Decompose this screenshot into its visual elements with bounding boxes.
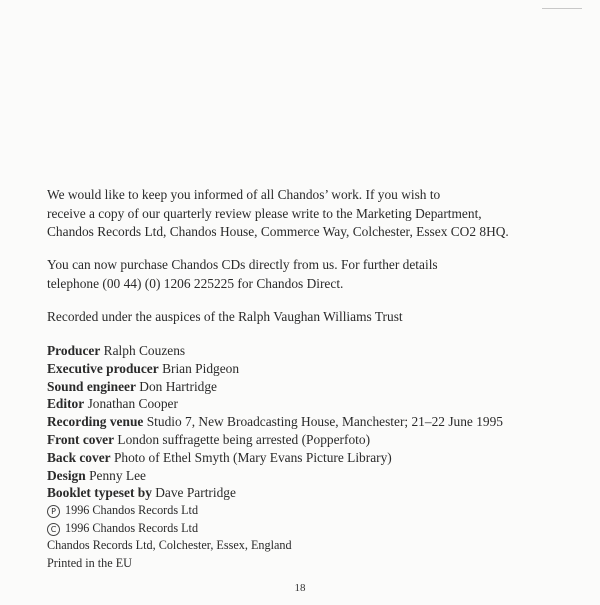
credit-role: Sound engineer — [47, 378, 136, 394]
credit-front-cover — [47, 431, 587, 449]
credit-value: Ralph Couzens — [103, 343, 186, 358]
phonogram-line — [47, 502, 587, 520]
credit-value: Don Hartridge — [139, 378, 217, 394]
purchase-line-2: telephone (00 44) (0) 1206 225225 for Chandos Direct. — [47, 275, 344, 291]
credit-recording-venue — [47, 413, 587, 431]
credits-list — [47, 342, 587, 573]
trust-note — [47, 308, 587, 327]
credit-value: Studio 7, New Broadcasting House, Manchester; 21–22 June 1995 — [146, 414, 503, 430]
credit-value: Jonathan Cooper — [87, 396, 178, 412]
credit-value: Penny Lee — [89, 467, 146, 483]
intro-line-2: receive a copy of our quarterly review please write to the Marketing Department, — [47, 205, 482, 221]
credit-value: Brian Pidgeon — [162, 360, 240, 376]
credit-value: Photo of Ethel Smyth (Mary Evans Picture Library) — [113, 449, 392, 465]
credit-role: Producer — [47, 343, 101, 358]
credit-producer — [47, 342, 587, 360]
page-number: 18 — [294, 582, 306, 594]
credit-back-cover — [47, 449, 587, 467]
address-line: Chandos Records Ltd, Colchester, Essex, England — [47, 538, 292, 553]
credit-sound-engineer — [47, 378, 587, 396]
intro-line-3: Chandos Records Ltd, Chandos House, Commerce Way, Colchester, Essex CO2 8HQ. — [47, 224, 509, 239]
credit-role: Booklet typeset by — [47, 485, 152, 501]
mailing-list-paragraph — [47, 186, 587, 242]
printed-line: Printed in the EU — [47, 555, 132, 570]
purchase-paragraph — [47, 256, 587, 293]
phonogram-icon: P — [47, 505, 60, 518]
credit-role: Executive producer — [47, 360, 159, 376]
credit-value: Dave Partridge — [155, 485, 236, 501]
credit-editor — [47, 395, 587, 413]
credit-typeset — [47, 484, 587, 502]
credit-role: Back cover — [47, 449, 111, 465]
credit-role: Front cover — [47, 431, 115, 447]
credit-role: Design — [47, 467, 86, 483]
credit-design — [47, 467, 587, 485]
copyright-line — [47, 520, 587, 538]
credit-executive-producer — [47, 360, 587, 378]
credit-role: Editor — [47, 396, 85, 412]
copyright-icon: C — [47, 523, 60, 536]
scan-edge-mark — [542, 8, 582, 9]
credit-role: Recording venue — [47, 414, 144, 430]
trust-line: Recorded under the auspices of the Ralph Vaughan Williams Trust — [47, 309, 403, 324]
purchase-line-1: You can now purchase Chandos CDs directly from us. For further details — [47, 257, 438, 272]
credit-value: London suffragette being arrested (Popperfoto) — [117, 431, 371, 447]
phonogram-text: 1996 Chandos Records Ltd — [65, 503, 199, 518]
intro-line-1: We would like to keep you informed of all Chandos’ work. If you wish to — [47, 187, 441, 202]
copyright-text: 1996 Chandos Records Ltd — [65, 520, 199, 535]
